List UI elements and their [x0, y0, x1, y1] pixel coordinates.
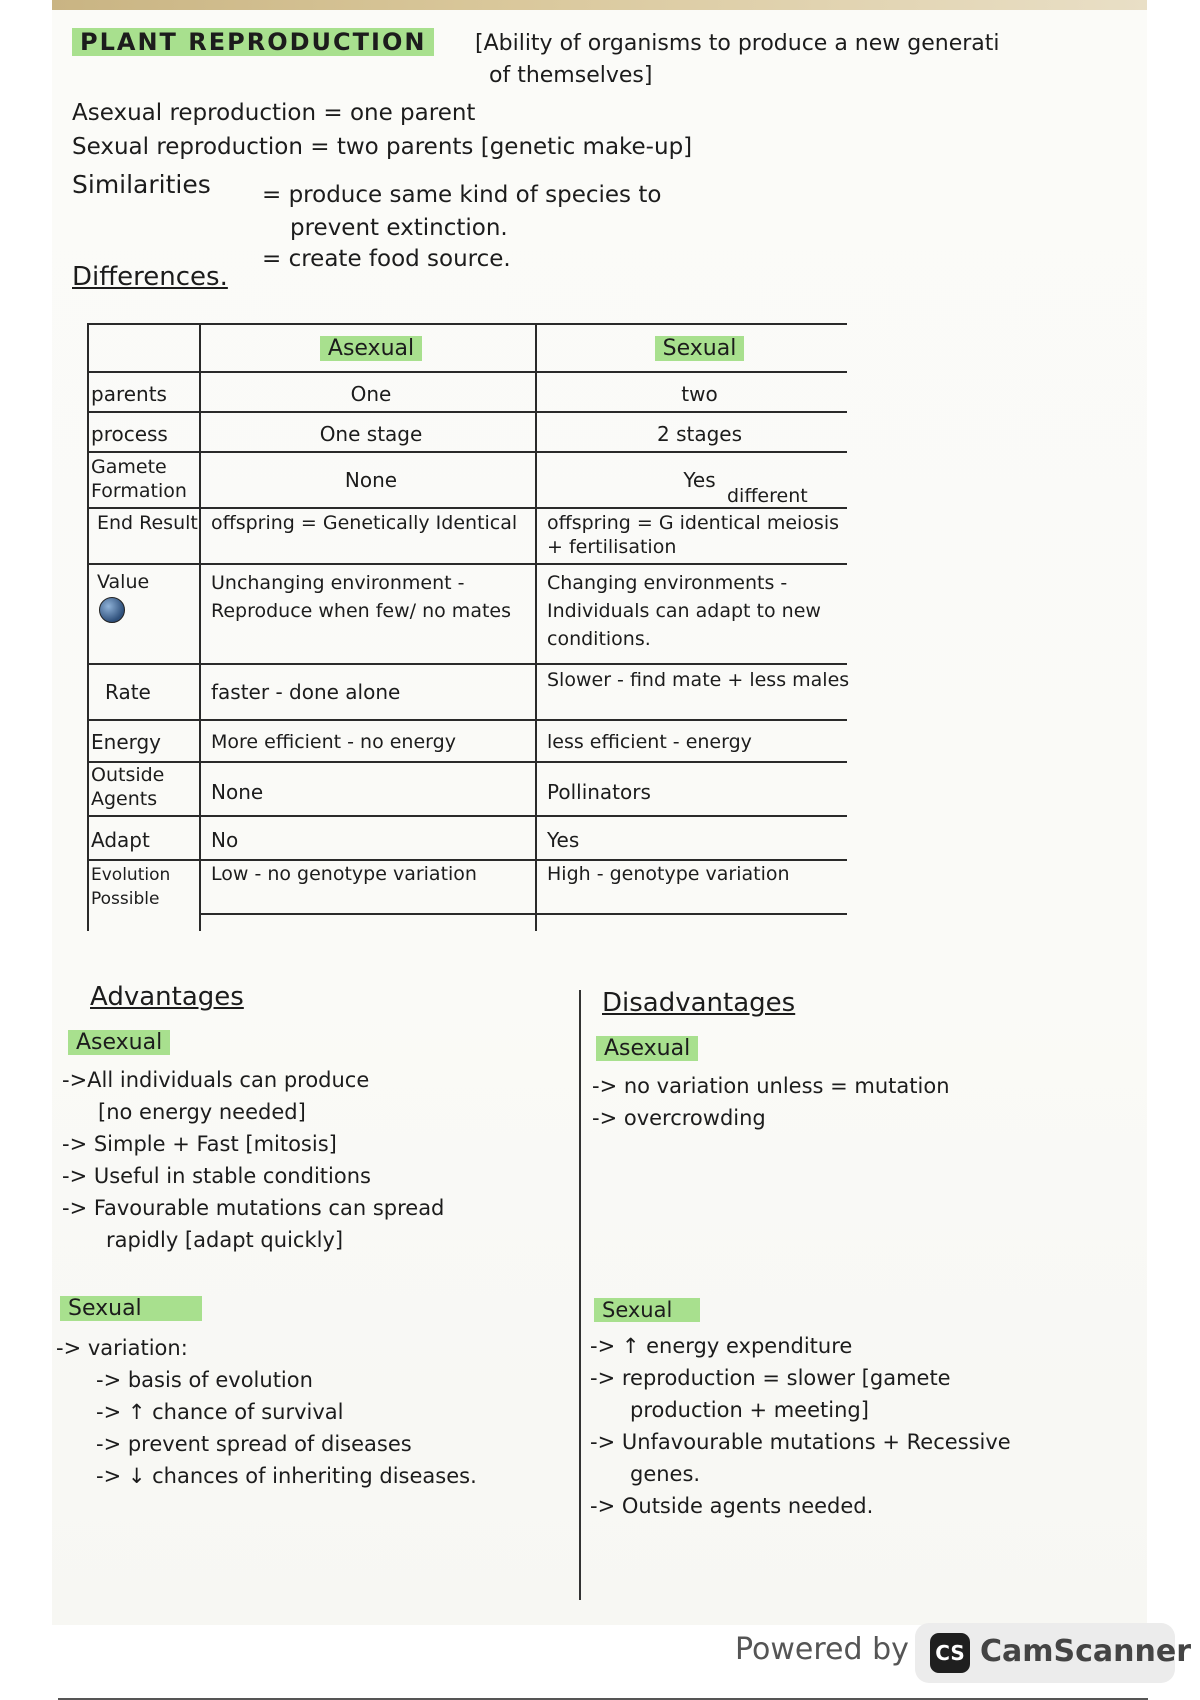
row-sexual: Pollinators	[547, 780, 651, 804]
row-label: Outside Agents	[91, 764, 165, 810]
row-sexual: Yes	[683, 468, 716, 492]
list-item: -> Simple + Fast [mitosis]	[62, 1132, 337, 1156]
row-label: Energy	[91, 730, 162, 754]
list-item: -> ↓ chances of inheriting diseases.	[96, 1464, 477, 1488]
table-row	[87, 763, 847, 817]
advantages-asexual-label: Asexual	[68, 1030, 170, 1055]
table-bottom-rule	[199, 913, 847, 915]
table-row	[87, 665, 850, 721]
table-row	[87, 861, 847, 913]
list-item: -> variation:	[56, 1336, 188, 1360]
row-label: Gamete Formation	[91, 456, 187, 502]
row-asexual: One stage	[319, 422, 423, 446]
row-sexual: Yes	[547, 828, 580, 852]
camscanner-logo-icon: CS	[930, 1633, 970, 1673]
row-asexual: None	[211, 780, 264, 804]
row-label: Evolution Possible	[91, 865, 171, 909]
disadvantages-heading: Disadvantages	[602, 988, 796, 1018]
row-label: Value	[97, 571, 150, 593]
row-asexual: None	[344, 468, 398, 492]
row-asexual: faster - done alone	[211, 680, 401, 704]
camscanner-brand: CamScanner	[980, 1634, 1192, 1669]
table-row	[87, 373, 847, 413]
disadvantages-asexual-list	[592, 1070, 950, 1134]
column-divider	[579, 990, 581, 1600]
page-edge	[52, 0, 1147, 10]
list-item: -> reproduction = slower [gamete	[590, 1366, 951, 1390]
row-asexual: Unchanging environment -Reproduce when few/ no mates	[211, 572, 512, 622]
title-definition	[475, 28, 1000, 92]
list-item: -> Useful in stable conditions	[62, 1164, 371, 1188]
disadvantages-sexual-label: Sexual	[594, 1298, 700, 1322]
table-row	[87, 453, 847, 509]
sexual-definition: Sexual reproduction = two parents [genetic make-up]	[72, 134, 693, 160]
table-row	[87, 721, 847, 763]
list-item: -> ↑ chance of survival	[96, 1400, 344, 1424]
list-item: -> prevent spread of diseases	[96, 1432, 412, 1456]
row-sexual: Changing environments -Individuals can adapt to new conditions.	[547, 572, 821, 650]
row-label: Rate	[105, 680, 151, 704]
list-item: -> basis of evolution	[96, 1368, 313, 1392]
row-asexual: No	[211, 828, 239, 852]
list-item: -> ↑ energy expenditure	[590, 1334, 853, 1358]
disadvantages-asexual-label: Asexual	[596, 1036, 698, 1061]
list-item: [no energy needed]	[98, 1100, 306, 1124]
globe-icon	[99, 597, 125, 623]
advantages-heading: Advantages	[90, 982, 244, 1012]
differences-heading: Differences.	[72, 262, 228, 292]
differences-table	[87, 323, 850, 931]
row-sexual: 2 stages	[656, 422, 743, 446]
similarity-1b: prevent extinction.	[290, 215, 508, 241]
powered-by-text: Powered by	[735, 1632, 909, 1667]
list-item: -> overcrowding	[592, 1106, 766, 1130]
row-label: process	[91, 422, 168, 446]
row-label: End Result	[97, 512, 198, 534]
table-row	[87, 509, 847, 565]
row-asexual: One	[350, 382, 392, 406]
row-label: parents	[91, 382, 167, 406]
advantages-sexual-label: Sexual	[60, 1296, 202, 1321]
list-item: -> no variation unless = mutation	[592, 1074, 950, 1098]
similarities-label: Similarities	[72, 170, 211, 199]
list-item: -> Outside agents needed.	[590, 1494, 874, 1518]
similarity-2: = create food source.	[262, 246, 511, 272]
list-item: -> Unfavourable mutations + Recessive	[590, 1430, 1011, 1454]
row-sexual: two	[681, 382, 718, 406]
table-row	[87, 565, 847, 665]
list-item: genes.	[630, 1462, 701, 1486]
header-asexual-cell	[203, 335, 531, 371]
similarity-1a: = produce same kind of species to	[262, 182, 662, 208]
row-asexual: offspring = Genetically Identical	[211, 512, 518, 534]
list-item: production + meeting]	[630, 1398, 869, 1422]
row-asexual: Low - no genotype variation	[211, 863, 477, 885]
disadvantages-sexual-list	[590, 1330, 1011, 1522]
table-header-row	[87, 323, 847, 373]
row-sexual-note: different	[727, 485, 808, 507]
row-asexual: More efficient - no energy	[211, 731, 456, 753]
list-item: rapidly [adapt quickly]	[106, 1228, 344, 1252]
header-sexual-cell	[539, 335, 852, 371]
row-sexual: Slower - find mate + less males	[547, 669, 850, 691]
definition-line-2: of themselves]	[489, 63, 653, 88]
row-sexual: offspring = G identical meiosis + fertilisation	[547, 512, 840, 558]
table-row	[87, 817, 847, 861]
list-item: -> Favourable mutations can spread	[62, 1196, 445, 1220]
table-row	[87, 413, 847, 453]
header-sexual: Sexual	[655, 336, 745, 361]
row-sexual: High - genotype variation	[547, 863, 790, 885]
advantages-sexual-list	[56, 1332, 477, 1492]
asexual-definition: Asexual reproduction = one parent	[72, 100, 476, 126]
row-sexual: less efficient - energy	[547, 731, 752, 753]
list-item: ->All individuals can produce	[62, 1068, 370, 1092]
header-asexual: Asexual	[320, 336, 422, 361]
row-label: Adapt	[91, 828, 150, 852]
advantages-asexual-list	[62, 1064, 444, 1256]
definition-line-1: [Ability of organisms to produce a new generati	[475, 31, 1000, 56]
page-title: PLANT REPRODUCTION	[72, 28, 434, 56]
